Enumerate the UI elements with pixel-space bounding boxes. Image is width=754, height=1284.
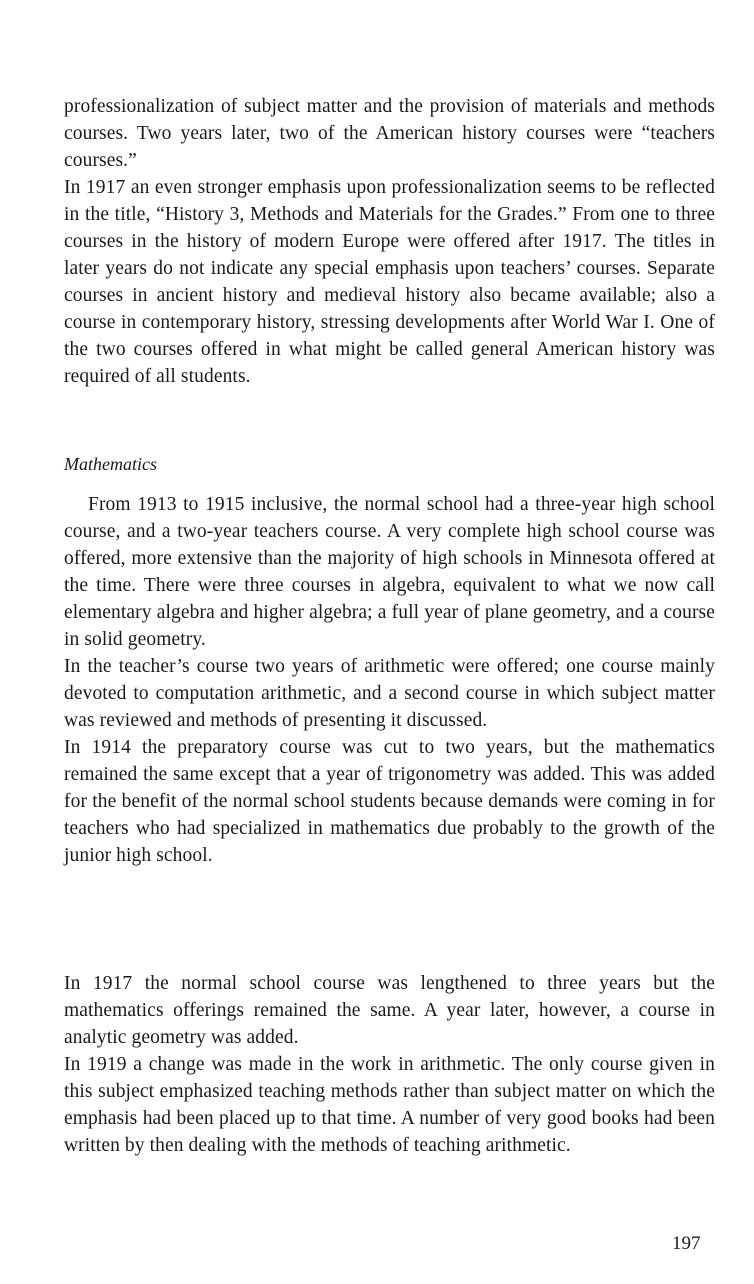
paragraph-1919: In 1919 a change was made in the work in arithmetic. The only course given in this subject emphasized teaching methods rather than subject matter on which the emphasis had been placed up to that time. A number of very good books had been written by then dealing with the methods of teaching arithmetic. [64,1054,715,1156]
text-block-top [64,93,715,390]
paragraph-1917-normal-school: In 1917 the normal school course was lengthened to three years but the mathematics offerings remained the same. A year later, however, a course in analytic geometry was added. [64,973,715,1048]
text-block-middle [64,491,715,869]
text-block-bottom [64,970,715,1159]
paragraph-1913-1915: From 1913 to 1915 inclusive, the normal school had a three-year high school course, and a two-year teachers course. A very complete high school course was offered, more extensive than the majority of high schools in Minnesota offered at the time. There were three courses in algebra, equivalent to what we now call elementary algebra and higher algebra; a full year of plane geometry, and a course in solid geometry. [64,494,715,650]
paragraph-teachers-course: In the teacher’s course two years of arithmetic were offered; one course mainly devoted to computation arithmetic, and a second course in which subject matter was reviewed and methods of presenting it discussed. [64,656,715,731]
page-number: 197 [672,1233,701,1254]
paragraph-continuation: professionalization of subject matter and the provision of materials and methods courses. Two years later, two of the American history courses were “teachers courses.” [64,96,715,171]
paragraph-1914: In 1914 the preparatory course was cut to two years, but the mathematics remained the same except that a year of trigonometry was added. This was added for the benefit of the normal school students because demands were coming in for teachers who had specialized in mathematics due probably to the growth of the junior high school. [64,737,715,866]
paragraph-history-1917: In 1917 an even stronger emphasis upon professionalization seems to be reflected in the title, “History 3, Methods and Materials for the Grades.” From one to three courses in the history of modern Europe were offered after 1917. The titles in later years do not indicate any special emphasis upon teachers’ courses. Separate courses in ancient history and medieval history also became available; also a course in contemporary history, stressing developments after World War I. One of the two courses offered in what might be called general American history was required of all students. [64,177,715,387]
section-heading-mathematics: Mathematics [64,454,157,474]
